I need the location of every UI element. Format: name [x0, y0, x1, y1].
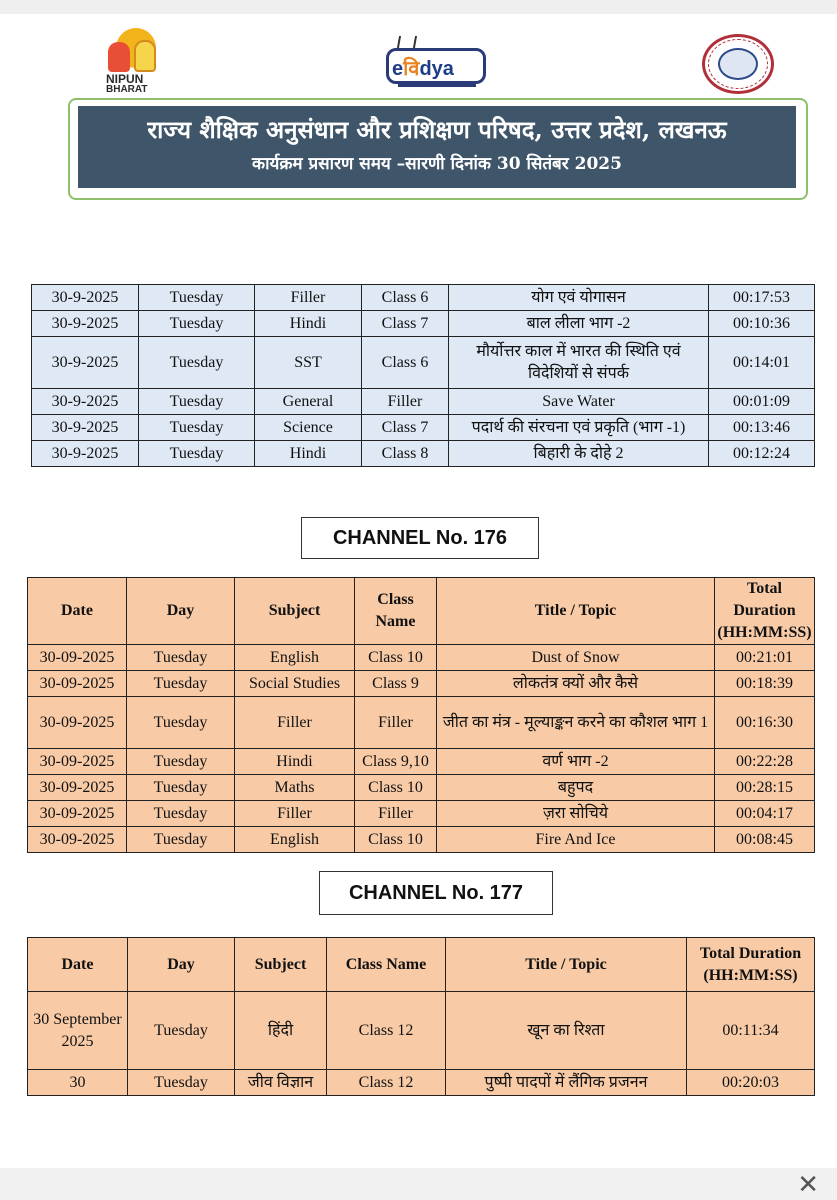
table-row — [32, 337, 815, 389]
table-row — [32, 311, 815, 337]
table-row — [28, 671, 815, 697]
table-cell: Social Studies — [235, 671, 355, 697]
table-cell: लोकतंत्र क्यों और कैसे — [437, 671, 715, 697]
table-header-row — [28, 938, 815, 992]
table-cell: Tuesday — [139, 389, 255, 415]
table-cell: Class 10 — [355, 827, 437, 853]
column-header: Date — [28, 938, 128, 992]
column-header: Title / Topic — [446, 938, 687, 992]
table-cell: Dust of Snow — [437, 645, 715, 671]
table-cell: Tuesday — [127, 749, 235, 775]
table-cell: 00:13:46 — [709, 415, 815, 441]
table-cell: बाल लीला भाग -2 — [449, 311, 709, 337]
table-cell: Filler — [235, 801, 355, 827]
table-cell: योग एवं योगासन — [449, 285, 709, 311]
bharat-logo-text: BHARAT — [106, 84, 148, 95]
column-header: Date — [28, 578, 127, 645]
table-cell: 00:21:01 — [715, 645, 815, 671]
table-cell: 00:22:28 — [715, 749, 815, 775]
table-cell: 30-9-2025 — [32, 415, 139, 441]
table-row — [28, 827, 815, 853]
table-cell: 30-9-2025 — [32, 285, 139, 311]
table-row — [28, 1070, 815, 1096]
table-cell: 30-9-2025 — [32, 389, 139, 415]
table-cell: 00:14:01 — [709, 337, 815, 389]
table-cell: English — [235, 645, 355, 671]
table-row — [32, 285, 815, 311]
table-body — [28, 645, 815, 853]
table-cell: हिंदी — [235, 992, 327, 1070]
table-cell: Maths — [235, 775, 355, 801]
table-cell: 30-9-2025 — [32, 441, 139, 467]
table-cell: Class 7 — [362, 311, 449, 337]
table-cell: 30-09-2025 — [28, 671, 127, 697]
table-body — [28, 992, 815, 1096]
table-cell: Hindi — [255, 311, 362, 337]
table-row — [32, 415, 815, 441]
table-cell: Tuesday — [139, 415, 255, 441]
column-header: Class Name — [355, 578, 437, 645]
table-cell: 30-9-2025 — [32, 311, 139, 337]
header-banner — [78, 106, 796, 188]
close-icon[interactable]: ✕ — [797, 1170, 819, 1200]
table-cell: Class 9 — [355, 671, 437, 697]
table-body — [32, 285, 815, 467]
table-cell: पदार्थ की संरचना एवं प्रकृति (भाग -1) — [449, 415, 709, 441]
table-cell: वर्ण भाग -2 — [437, 749, 715, 775]
table-cell: Class 8 — [362, 441, 449, 467]
table-cell: Tuesday — [127, 775, 235, 801]
table-row — [28, 775, 815, 801]
table-cell: Filler — [255, 285, 362, 311]
table-cell: जीव विज्ञान — [235, 1070, 327, 1096]
channel-176-table — [27, 577, 815, 853]
table-cell: Tuesday — [139, 337, 255, 389]
table-cell: Hindi — [255, 441, 362, 467]
evidya-logo-text: eविdya — [392, 58, 454, 80]
table-cell: 30-09-2025 — [28, 697, 127, 749]
column-header: Day — [127, 578, 235, 645]
table-cell: Fire And Ice — [437, 827, 715, 853]
table-cell: Class 6 — [362, 285, 449, 311]
table-cell: 00:12:24 — [709, 441, 815, 467]
channel-176-label: CHANNEL No. 176 — [301, 517, 539, 559]
page-title: राज्य शैक्षिक अनुसंधान और प्रशिक्षण परिषद, उत्तर प्रदेश, लखनऊ — [147, 115, 727, 144]
table-cell: 00:11:34 — [687, 992, 815, 1070]
table-cell: Science — [255, 415, 362, 441]
table-row — [28, 992, 815, 1070]
table-cell: General — [255, 389, 362, 415]
table-cell: 30-09-2025 — [28, 645, 127, 671]
table-cell: Tuesday — [127, 801, 235, 827]
table-cell: Tuesday — [139, 441, 255, 467]
table-cell: Filler — [355, 801, 437, 827]
table-cell: Tuesday — [127, 645, 235, 671]
schedule-table-continued — [31, 284, 815, 467]
table-cell: Tuesday — [127, 671, 235, 697]
table-cell: 00:17:53 — [709, 285, 815, 311]
table-cell: Filler — [362, 389, 449, 415]
scert-seal-logo — [702, 34, 776, 96]
child-figure-icon — [108, 42, 130, 72]
table-cell: 00:10:36 — [709, 311, 815, 337]
table-cell: Class 12 — [327, 992, 446, 1070]
table-header-row — [28, 578, 815, 645]
table-cell: 30-09-2025 — [28, 749, 127, 775]
table-cell: Filler — [235, 697, 355, 749]
table-cell: Tuesday — [128, 992, 235, 1070]
table-row — [32, 441, 815, 467]
table-cell: 00:16:30 — [715, 697, 815, 749]
table-cell: मौर्योत्तर काल में भारत की स्थिति एवं विदेशियों से संपर्क — [449, 337, 709, 389]
table-cell: 30-09-2025 — [28, 801, 127, 827]
table-cell: Class 10 — [355, 645, 437, 671]
table-cell: Class 6 — [362, 337, 449, 389]
table-cell: Hindi — [235, 749, 355, 775]
table-cell: 00:08:45 — [715, 827, 815, 853]
tv-stand-icon — [398, 84, 476, 93]
table-cell: 00:28:15 — [715, 775, 815, 801]
bottom-strip — [0, 1168, 837, 1200]
table-cell: ज़रा सोचिये — [437, 801, 715, 827]
table-cell: Class 9,10 — [355, 749, 437, 775]
table-cell: 00:04:17 — [715, 801, 815, 827]
table-cell: बहुपद — [437, 775, 715, 801]
table-cell: 30-9-2025 — [32, 337, 139, 389]
table-cell: Class 7 — [362, 415, 449, 441]
column-header: Total Duration (HH:MM:SS) — [687, 938, 815, 992]
table-cell: English — [235, 827, 355, 853]
table-row — [28, 749, 815, 775]
channel-177-label: CHANNEL No. 177 — [319, 871, 553, 915]
table-row — [28, 697, 815, 749]
table-cell: Save Water — [449, 389, 709, 415]
table-cell: 00:20:03 — [687, 1070, 815, 1096]
nipun-bharat-logo — [100, 28, 178, 100]
table-cell: 00:18:39 — [715, 671, 815, 697]
column-header: Total Duration (HH:MM:SS) — [715, 578, 815, 645]
table-row — [32, 389, 815, 415]
table-row — [28, 801, 815, 827]
top-strip — [0, 0, 837, 14]
table-cell: Filler — [355, 697, 437, 749]
table-cell: Tuesday — [128, 1070, 235, 1096]
child-figure-icon — [134, 40, 156, 72]
tv-antenna-icon — [397, 36, 417, 48]
table-row — [28, 645, 815, 671]
table-cell: 30 September 2025 — [28, 992, 128, 1070]
table-cell: 30-09-2025 — [28, 775, 127, 801]
table-cell: बिहारी के दोहे 2 — [449, 441, 709, 467]
table-cell: Class 10 — [355, 775, 437, 801]
table-cell: 30-09-2025 — [28, 827, 127, 853]
column-header: Day — [128, 938, 235, 992]
table-cell: Tuesday — [127, 827, 235, 853]
table-cell: Class 12 — [327, 1070, 446, 1096]
table-cell: खून का रिश्ता — [446, 992, 687, 1070]
column-header: Subject — [235, 938, 327, 992]
column-header: Title / Topic — [437, 578, 715, 645]
table-cell: पुष्पी पादपों में लैंगिक प्रजनन — [446, 1070, 687, 1096]
page-subtitle: कार्यक्रम प्रसारण समय –सारणी दिनांक 30 सितंबर 2025 — [252, 154, 622, 174]
table-cell: Tuesday — [127, 697, 235, 749]
table-cell: SST — [255, 337, 362, 389]
evidya-logo — [384, 36, 488, 94]
column-header: Subject — [235, 578, 355, 645]
table-cell: जीत का मंत्र - मूल्याङ्कन करने का कौशल भाग 1 — [437, 697, 715, 749]
table-cell: 30 — [28, 1070, 128, 1096]
table-cell: Tuesday — [139, 285, 255, 311]
table-cell: 00:01:09 — [709, 389, 815, 415]
table-cell: Tuesday — [139, 311, 255, 337]
column-header: Class Name — [327, 938, 446, 992]
nipun-logo-text: NIPUN — [106, 72, 144, 86]
channel-177-table — [27, 937, 815, 1096]
